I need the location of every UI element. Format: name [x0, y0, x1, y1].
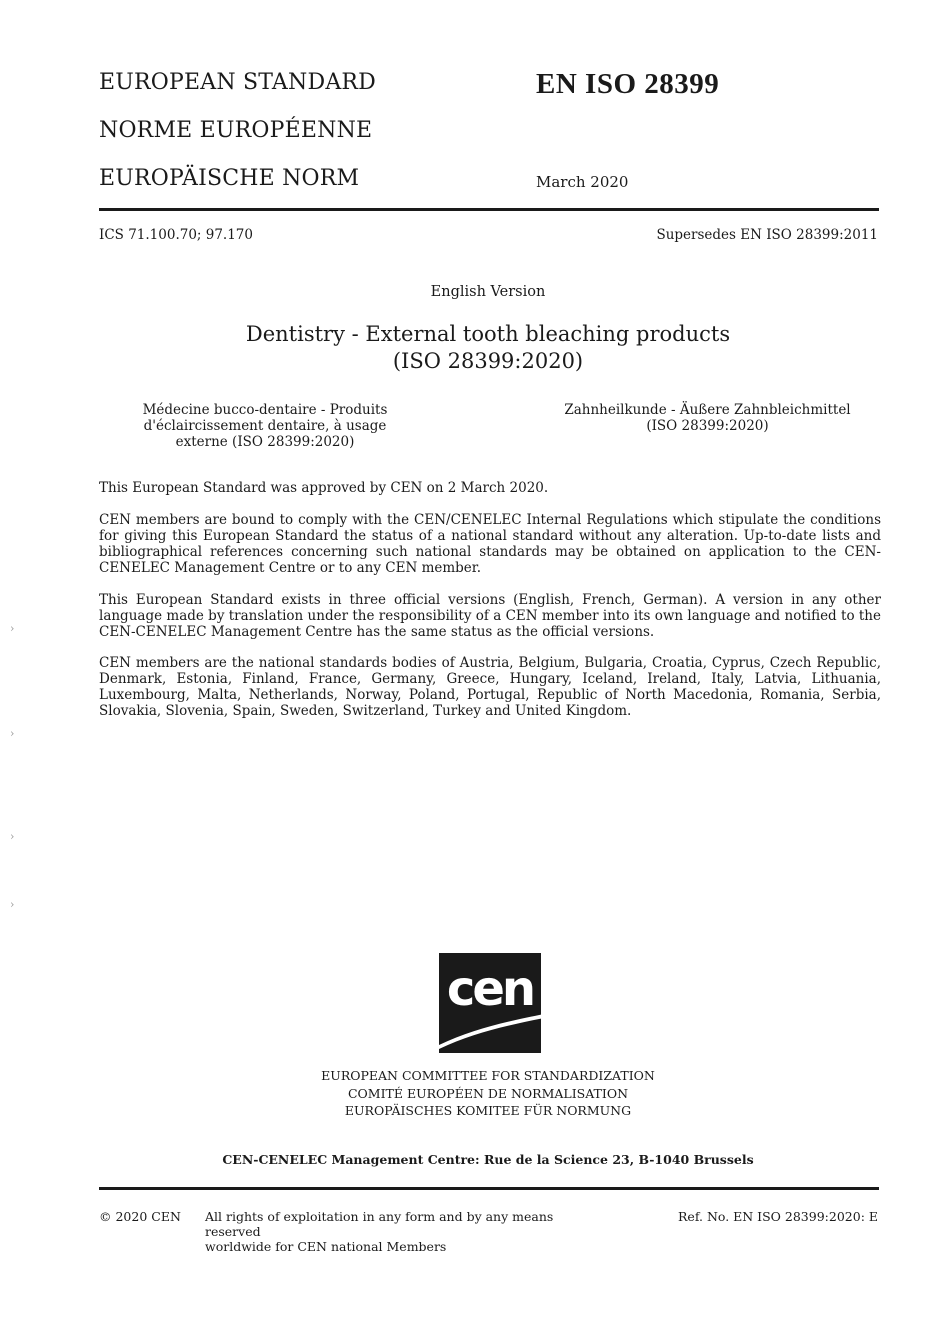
- french-title: [120, 402, 410, 450]
- title-line: (ISO 28399:2020): [392, 349, 584, 373]
- document-title: [0, 321, 950, 375]
- rights-line: All rights of exploitation in any form and by any means reserved: [205, 1209, 554, 1239]
- footer-divider: [99, 1187, 879, 1190]
- committee-name-en: EUROPEAN COMMITTEE FOR STANDARDIZATION: [321, 1068, 655, 1083]
- german-title: [555, 402, 860, 434]
- margin-mark: ›: [10, 622, 15, 635]
- supersedes-note: Supersedes EN ISO 28399:2011: [656, 227, 878, 243]
- french-title-line: externe (ISO 28399:2020): [175, 434, 355, 450]
- standard-number: EN ISO 28399: [536, 68, 720, 100]
- version-label: English Version: [430, 284, 546, 300]
- ics-code: ICS 71.100.70; 97.170: [99, 227, 253, 243]
- approval-paragraph: This European Standard was approved by CEN on 2 March 2020.: [99, 480, 549, 496]
- versions-paragraph: This European Standard exists in three official versions (English, French, German). A version in any other language made by translation under the responsibility of a CEN member into its own language and notified to the CEN-CENELEC Management Centre has the same status as the official versions.: [99, 592, 881, 640]
- title-line: Dentistry - External tooth bleaching products: [245, 322, 731, 346]
- rights-statement: [205, 1209, 585, 1254]
- standard-type-en: EUROPEAN STANDARD: [99, 70, 377, 95]
- margin-mark: ›: [10, 898, 15, 911]
- german-title-line: (ISO 28399:2020): [646, 418, 769, 434]
- committee-name-de: EUROPÄISCHES KOMITEE FÜR NORMUNG: [344, 1103, 632, 1118]
- reference-number: Ref. No. EN ISO 28399:2020: E: [678, 1209, 878, 1224]
- standard-type-fr: NORME EUROPÉENNE: [99, 118, 373, 143]
- french-title-line: d'éclaircissement dentaire, à usage: [143, 418, 387, 434]
- margin-mark: ›: [10, 830, 15, 843]
- management-centre-address: CEN-CENELEC Management Centre: Rue de la Science 23, B-1040 Brussels: [222, 1152, 754, 1167]
- german-title-line: Zahnheilkunde - Äußere Zahnbleichmittel: [564, 402, 851, 418]
- header-divider: [99, 208, 879, 211]
- publication-date: March 2020: [536, 173, 629, 191]
- standard-type-de: EUROPÄISCHE NORM: [99, 166, 360, 191]
- margin-mark: ›: [10, 727, 15, 740]
- members-paragraph: CEN members are the national standards bodies of Austria, Belgium, Bulgaria, Croatia, Cyprus, Czech Republic, Denmark, Estonia, Finland, France, Germany, Greece, Hungary, Iceland, Ireland, Italy, Latvia, Lithuania, Luxembourg, Malta, Netherlands, Norway, Poland, Portugal, Republic of North Macedonia, Romania, Serbia, Slovakia, Slovenia, Spain, Sweden, Switzerland, Turkey and United Kingdom.: [99, 655, 881, 719]
- rights-line: worldwide for CEN national Members: [205, 1239, 447, 1254]
- logo-text: cen: [446, 961, 534, 1017]
- copyright: © 2020 CEN: [99, 1209, 181, 1224]
- regulations-paragraph: CEN members are bound to comply with the CEN/CENELEC Internal Regulations which stipulate the conditions for giving this European Standard the status of a national standard without any alteration. Up-to-date lists and bibliographical references concerning such national standards may be obtained on application to the CEN-CENELEC Management Centre or to any CEN member.: [99, 512, 881, 576]
- cen-logo: [439, 953, 541, 1053]
- french-title-line: Médecine bucco-dentaire - Produits: [142, 402, 388, 418]
- committee-name-fr: COMITÉ EUROPÉEN DE NORMALISATION: [347, 1086, 629, 1101]
